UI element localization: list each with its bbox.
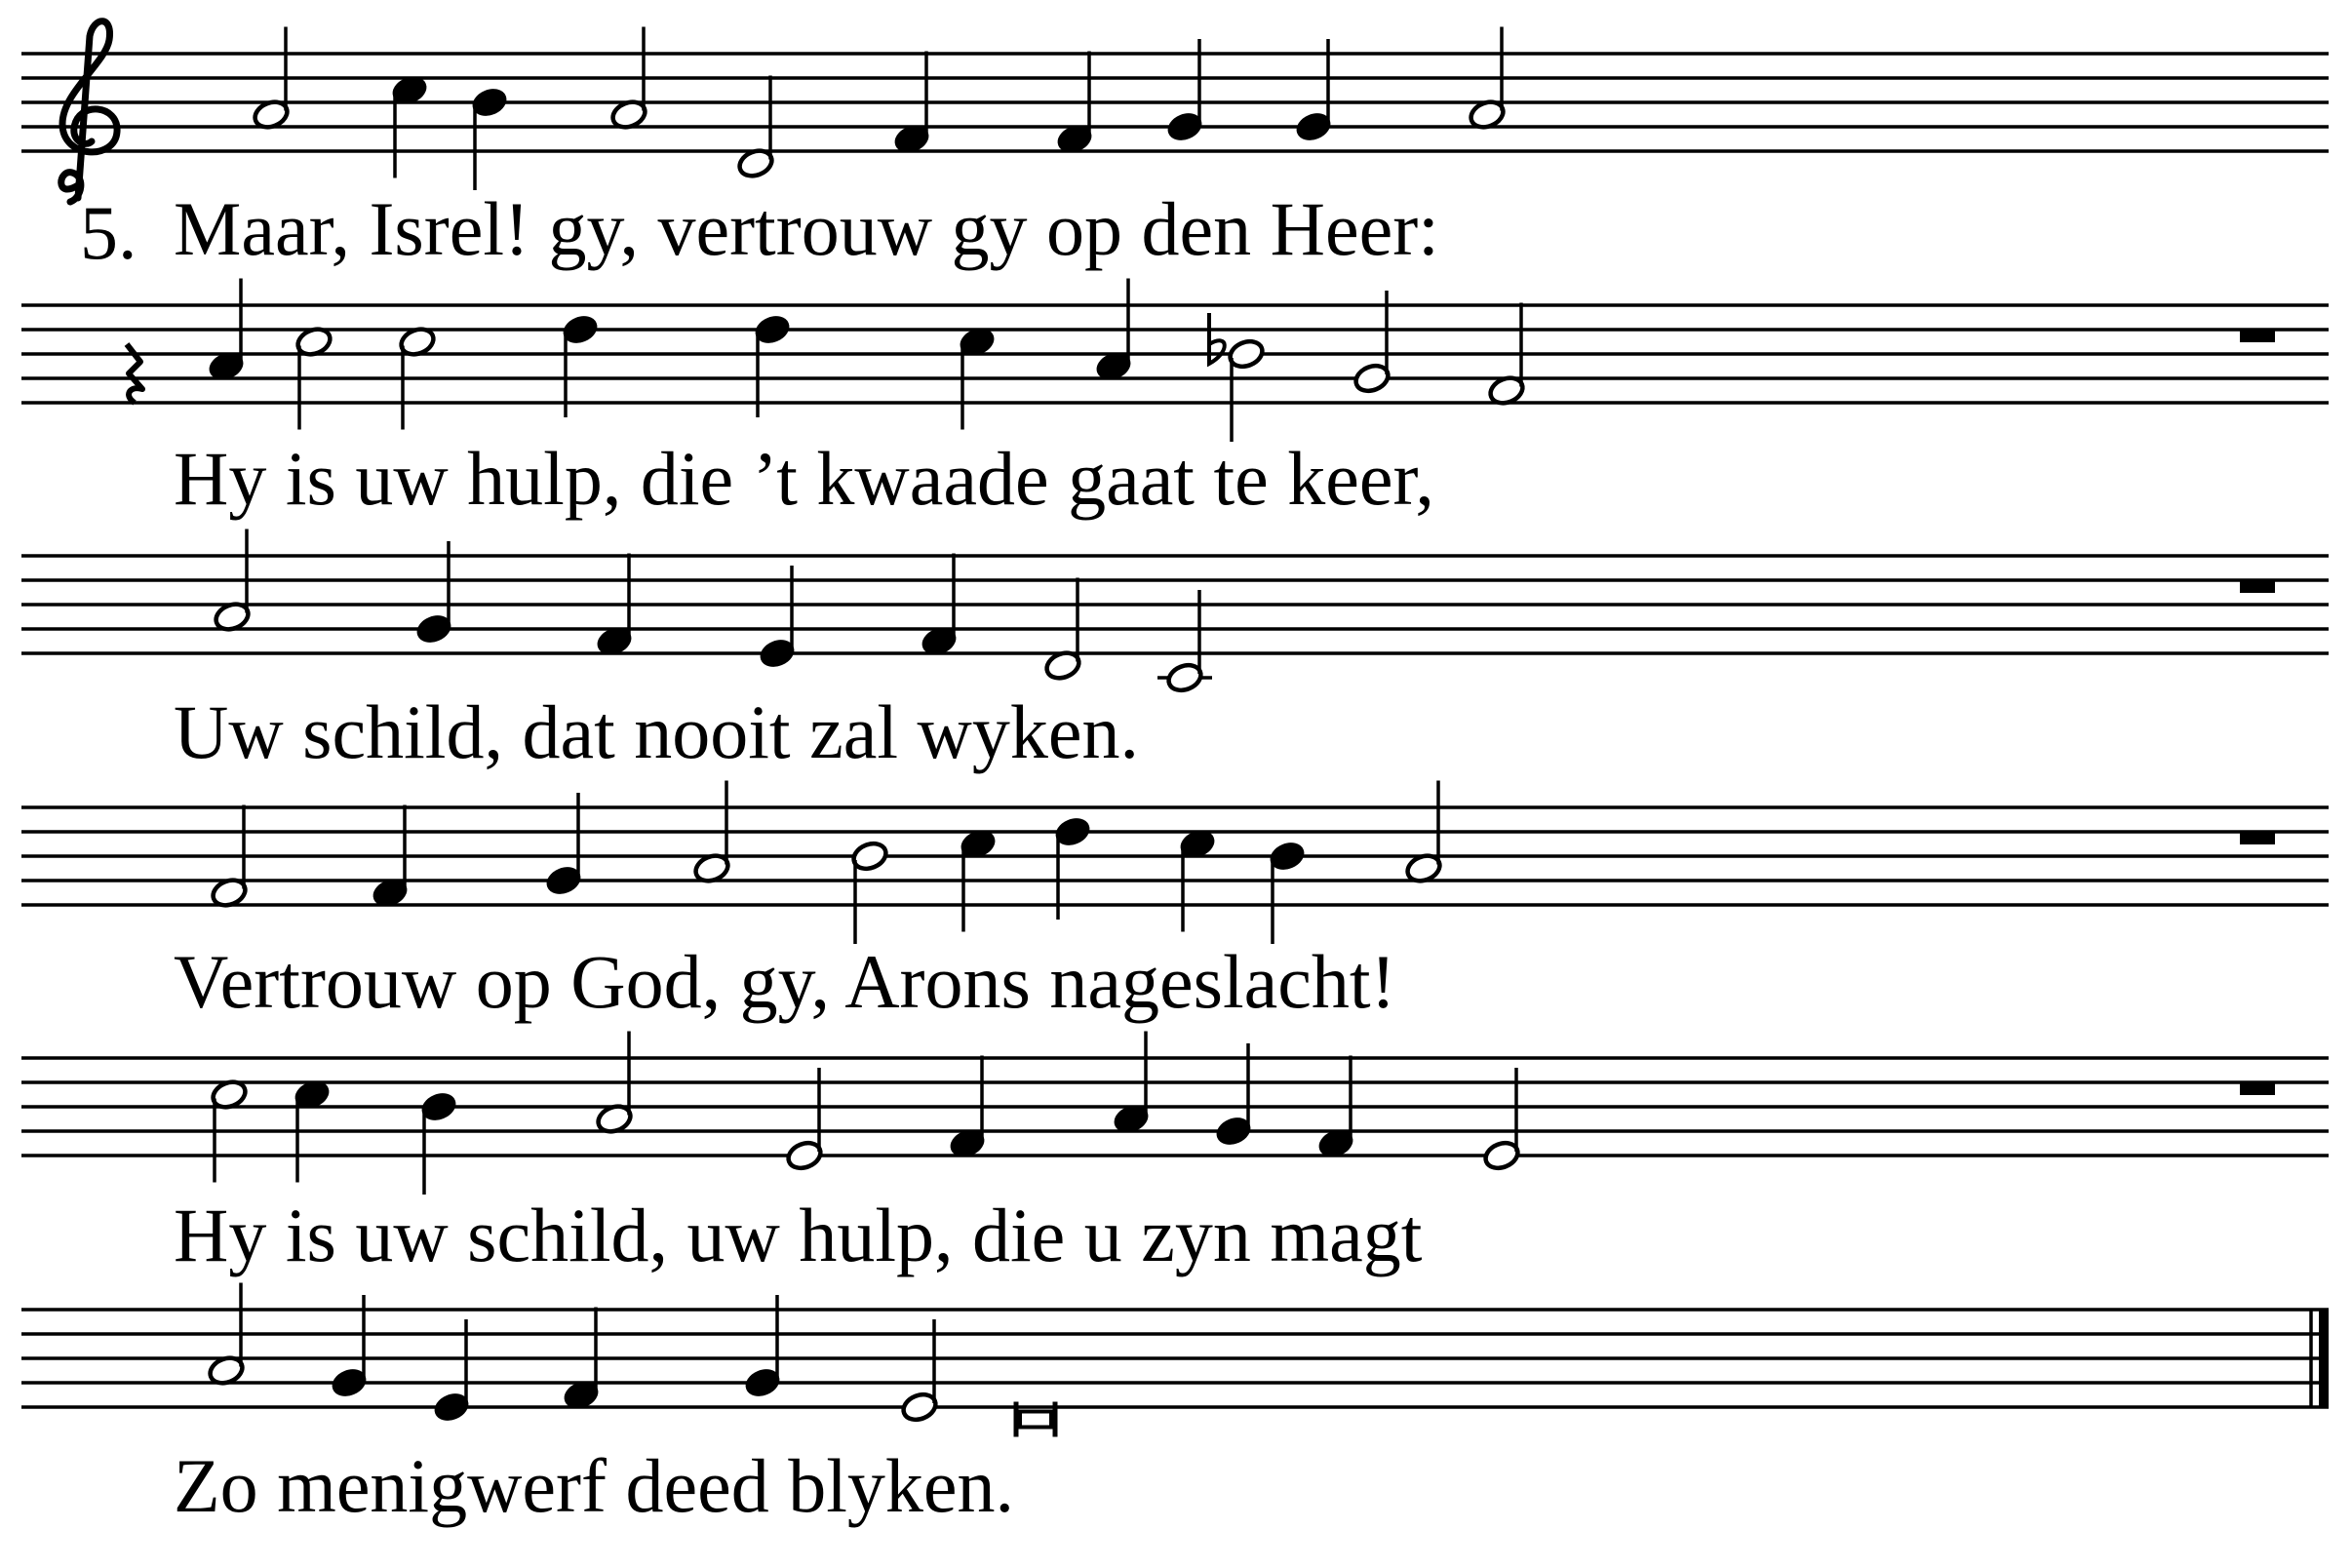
flat-sign: [1209, 313, 1225, 364]
lyric-line-2: Hy is uw hulp, die ’t kwaade gaat te keer,: [174, 436, 1434, 521]
verse-number: 5.: [80, 190, 137, 275]
lyric-line-5: Hy is uw schild, uw hulp, die u zyn magt: [174, 1193, 1423, 1277]
lyric-line-6: Zo menigwerf deed blyken.: [174, 1443, 1015, 1528]
lyric-line-4: Vertrouw op God, gy, Arons nageslacht!: [174, 939, 1396, 1024]
whole-rest: [2240, 331, 2275, 342]
treble-clef-icon: [61, 21, 117, 202]
lyric-line-3: Uw schild, dat nooit zal wyken.: [174, 689, 1139, 774]
whole-rest: [2240, 1083, 2275, 1095]
lyric-line-1: Maar, Isrel! gy, vertrouw gy op den Heer:: [174, 186, 1439, 271]
final-barline-thick: [2319, 1310, 2329, 1407]
breve-note: [1020, 1412, 1051, 1428]
whole-rest: [2240, 833, 2275, 844]
whole-rest: [2240, 581, 2275, 593]
